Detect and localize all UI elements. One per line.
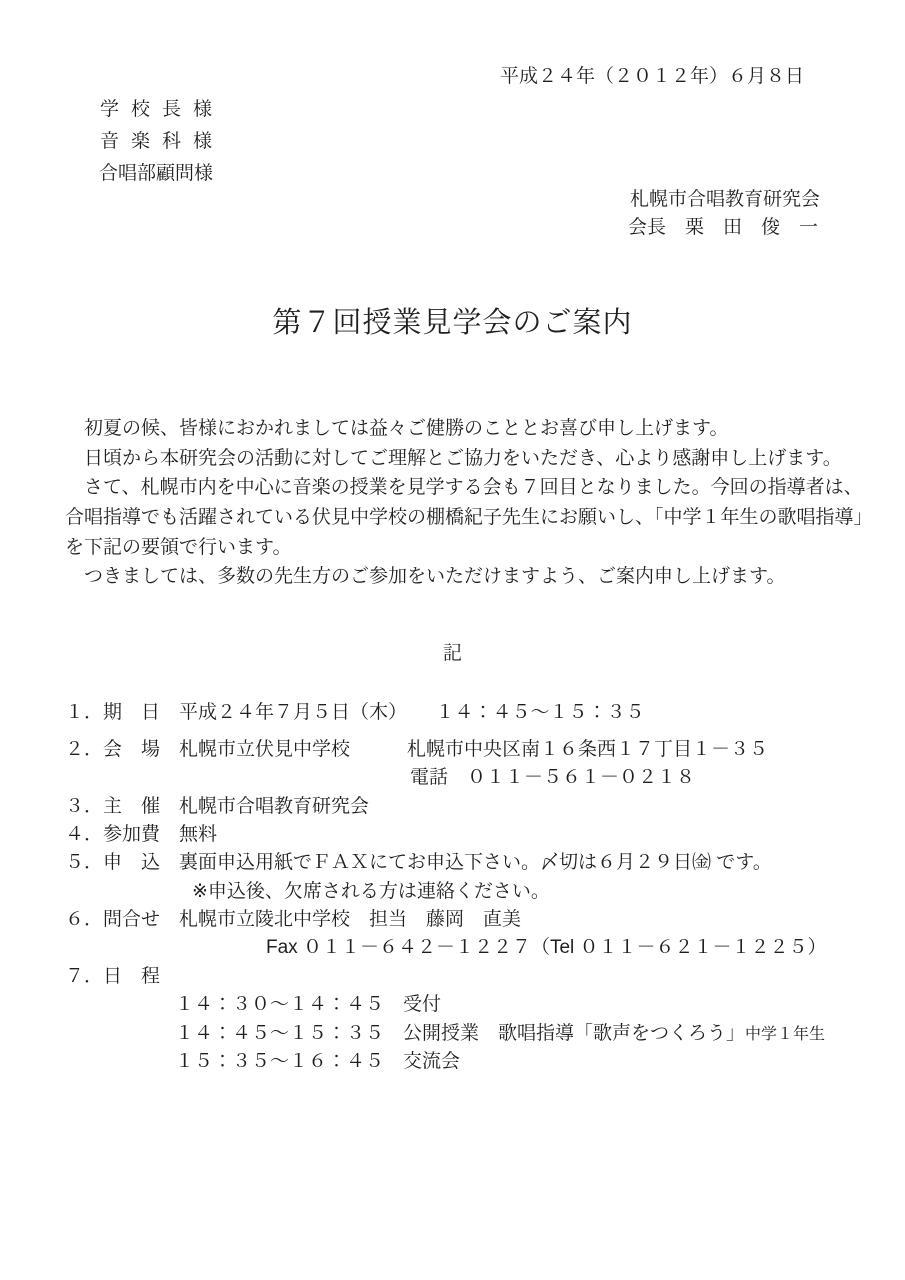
- recipient-school-principal: 学校長様: [100, 99, 225, 120]
- recipient-music-department: 音楽科様: [100, 131, 225, 152]
- schedule-row-open-class: [175, 1023, 825, 1046]
- sender-president: 会長 栗 田 俊 一: [628, 217, 819, 238]
- item-schedule-heading: ７．日 程: [65, 966, 161, 987]
- document-title: 第７回授業見学会のご案内: [272, 307, 633, 339]
- item-contact-fax: Fax ０１１－６４２－１２２７（Tel ０１１－６２１－１２２５）: [266, 937, 827, 958]
- body-paragraph-line: を下記の要領で行います。: [65, 537, 292, 558]
- item-organizer: ３．主 催 札幌市合唱教育研究会: [65, 796, 370, 817]
- body-paragraph-line: つきましては、多数の先生方のご参加をいただけますよう、ご案内申し上げます。: [65, 566, 786, 587]
- recipient-choir-advisor: 合唱部顧問様: [99, 163, 214, 184]
- schedule-row-social: １５：３５～１６：４５ 交流会: [175, 1051, 461, 1072]
- notice-marker: 記: [442, 643, 462, 664]
- item-venue-phone: 電話 ０１１－５６１－０２１８: [410, 767, 696, 788]
- schedule-row-reception: １４：３０～１４：４５ 受付: [175, 994, 442, 1015]
- item-application-note: ※申込後、欠席される方は連絡ください。: [192, 881, 550, 902]
- body-paragraph-line: 日頃から本研究会の活動に対してご理解とご協力をいただき、心より感謝申し上げます。: [65, 448, 842, 469]
- item-fee: ４．参加費 無料: [65, 824, 218, 845]
- body-paragraph-line: 初夏の候、皆様におかれましては益々ご健勝のこととお喜び申し上げます。: [65, 418, 729, 439]
- date-line: 平成２４年（２０１２年）６月８日: [500, 66, 805, 87]
- item-application: ５．申 込 裏面申込用紙でＦＡＸにてお申込下さい。〆切は６月２９日㈮ です。: [65, 852, 772, 873]
- body-paragraph-line: 合唱指導でも活躍されている伏見中学校の棚橋紀子先生にお願いし、「中学１年生の歌唱指導」: [65, 507, 873, 528]
- body-paragraph-line: さて、札幌市内を中心に音楽の授業を見学する会も７回目となりました。今回の指導者は、: [65, 477, 863, 498]
- item-contact: ６．問合せ 札幌市立陵北中学校 担当 藤岡 直美: [65, 909, 522, 930]
- schedule-row-open-class-text: １４：４５～１５：３５ 公開授業 歌唱指導「歌声をつくろう」: [175, 1023, 746, 1044]
- schedule-grade-note: 中学１年生: [745, 1026, 826, 1043]
- item-date: １．期 日 平成２４年７月５日（木） １４：４５～１５：３５: [65, 702, 645, 723]
- sender-organization: 札幌市合唱教育研究会: [630, 189, 821, 210]
- item-venue: ２．会 場 札幌市立伏見中学校 札幌市中央区南１６条西１７丁目１－３５: [65, 739, 769, 760]
